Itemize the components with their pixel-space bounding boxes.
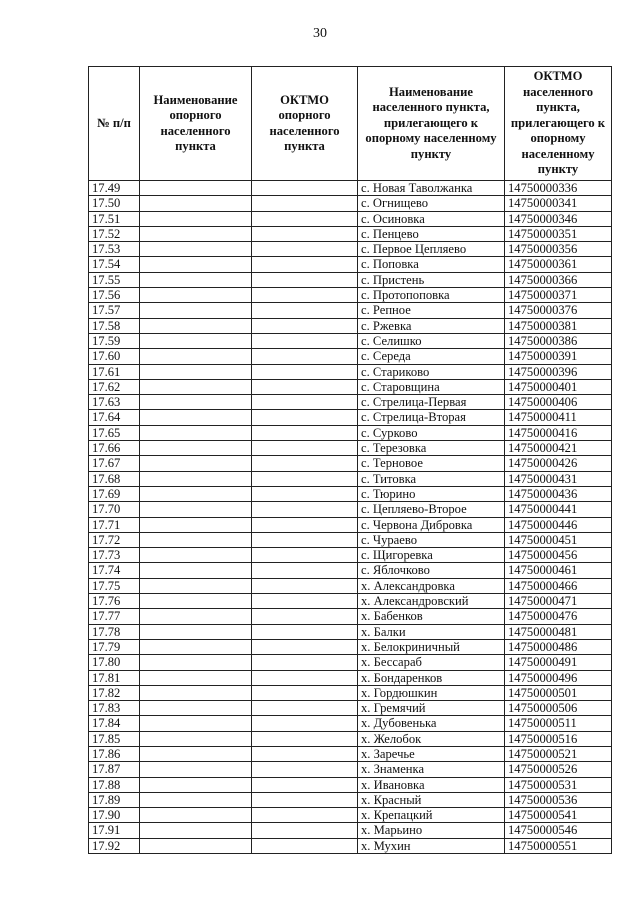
base-settlement-name-cell — [140, 395, 252, 410]
base-settlement-oktmo-cell — [252, 364, 358, 379]
base-settlement-oktmo-cell — [252, 425, 358, 440]
table-row — [89, 517, 612, 532]
adjacent-settlement-name-cell: х. Гордюшкин — [358, 685, 505, 700]
table-row — [89, 272, 612, 287]
adjacent-settlement-oktmo-cell: 14750000386 — [505, 333, 612, 348]
base-settlement-oktmo-cell — [252, 548, 358, 563]
table-row — [89, 716, 612, 731]
base-settlement-name-cell — [140, 685, 252, 700]
table-row — [89, 685, 612, 700]
base-settlement-oktmo-cell — [252, 333, 358, 348]
row-number-cell: 17.80 — [89, 655, 140, 670]
adjacent-settlement-oktmo-cell: 14750000521 — [505, 746, 612, 761]
row-number-cell: 17.67 — [89, 456, 140, 471]
adjacent-settlement-oktmo-cell: 14750000526 — [505, 762, 612, 777]
base-settlement-oktmo-cell — [252, 257, 358, 272]
table-row — [89, 792, 612, 807]
table-row — [89, 410, 612, 425]
adjacent-settlement-oktmo-cell: 14750000391 — [505, 349, 612, 364]
adjacent-settlement-oktmo-cell: 14750000376 — [505, 303, 612, 318]
table-row — [89, 333, 612, 348]
base-settlement-oktmo-cell — [252, 594, 358, 609]
base-settlement-oktmo-cell — [252, 456, 358, 471]
table-row — [89, 777, 612, 792]
table-row — [89, 181, 612, 196]
row-number-cell: 17.51 — [89, 211, 140, 226]
base-settlement-name-cell — [140, 548, 252, 563]
row-number-cell: 17.57 — [89, 303, 140, 318]
base-settlement-oktmo-cell — [252, 609, 358, 624]
row-number-cell: 17.89 — [89, 792, 140, 807]
table-row — [89, 532, 612, 547]
adjacent-settlement-name-cell: с. Цепляево-Второе — [358, 502, 505, 517]
row-number-cell: 17.59 — [89, 333, 140, 348]
adjacent-settlement-oktmo-cell: 14750000456 — [505, 548, 612, 563]
base-settlement-oktmo-cell — [252, 685, 358, 700]
adjacent-settlement-name-cell: х. Заречье — [358, 746, 505, 761]
base-settlement-name-cell — [140, 288, 252, 303]
base-settlement-name-cell — [140, 333, 252, 348]
row-number-cell: 17.85 — [89, 731, 140, 746]
base-settlement-name-cell — [140, 257, 252, 272]
adjacent-settlement-oktmo-cell: 14750000471 — [505, 594, 612, 609]
adjacent-settlement-oktmo-cell: 14750000511 — [505, 716, 612, 731]
table-row — [89, 670, 612, 685]
adjacent-settlement-name-cell: с. Терезовка — [358, 441, 505, 456]
table-row — [89, 655, 612, 670]
base-settlement-oktmo-cell — [252, 670, 358, 685]
adjacent-settlement-name-cell: с. Чураево — [358, 532, 505, 547]
base-settlement-name-cell — [140, 670, 252, 685]
adjacent-settlement-name-cell: х. Крепацкий — [358, 808, 505, 823]
row-number-cell: 17.83 — [89, 701, 140, 716]
base-settlement-oktmo-cell — [252, 502, 358, 517]
base-settlement-oktmo-cell — [252, 532, 358, 547]
base-settlement-name-cell — [140, 425, 252, 440]
table-body — [89, 181, 612, 854]
adjacent-settlement-name-cell: с. Первое Цепляево — [358, 242, 505, 257]
table-row — [89, 624, 612, 639]
adjacent-settlement-oktmo-cell: 14750000481 — [505, 624, 612, 639]
table-row — [89, 425, 612, 440]
adjacent-settlement-oktmo-cell: 14750000466 — [505, 578, 612, 593]
row-number-cell: 17.65 — [89, 425, 140, 440]
base-settlement-oktmo-cell — [252, 563, 358, 578]
adjacent-settlement-name-cell: с. Титовка — [358, 471, 505, 486]
row-number-cell: 17.86 — [89, 746, 140, 761]
base-settlement-oktmo-cell — [252, 808, 358, 823]
header-base-settlement-oktmo: ОКТМО опорного населенного пункта — [252, 67, 358, 181]
adjacent-settlement-name-cell: х. Гремячий — [358, 701, 505, 716]
adjacent-settlement-oktmo-cell: 14750000516 — [505, 731, 612, 746]
base-settlement-oktmo-cell — [252, 838, 358, 853]
adjacent-settlement-name-cell: с. Стариково — [358, 364, 505, 379]
base-settlement-name-cell — [140, 242, 252, 257]
adjacent-settlement-name-cell: х. Бондаренков — [358, 670, 505, 685]
row-number-cell: 17.70 — [89, 502, 140, 517]
base-settlement-oktmo-cell — [252, 272, 358, 287]
header-adjacent-settlement-oktmo: ОКТМО населенного пункта, прилегающего к опорному населенному пункту — [505, 67, 612, 181]
adjacent-settlement-oktmo-cell: 14750000441 — [505, 502, 612, 517]
base-settlement-name-cell — [140, 532, 252, 547]
base-settlement-oktmo-cell — [252, 441, 358, 456]
row-number-cell: 17.72 — [89, 532, 140, 547]
adjacent-settlement-oktmo-cell: 14750000366 — [505, 272, 612, 287]
row-number-cell: 17.90 — [89, 808, 140, 823]
adjacent-settlement-oktmo-cell: 14750000356 — [505, 242, 612, 257]
adjacent-settlement-oktmo-cell: 14750000436 — [505, 486, 612, 501]
table-row — [89, 548, 612, 563]
base-settlement-oktmo-cell — [252, 471, 358, 486]
adjacent-settlement-oktmo-cell: 14750000506 — [505, 701, 612, 716]
row-number-cell: 17.69 — [89, 486, 140, 501]
base-settlement-oktmo-cell — [252, 318, 358, 333]
base-settlement-name-cell — [140, 578, 252, 593]
base-settlement-name-cell — [140, 211, 252, 226]
base-settlement-oktmo-cell — [252, 288, 358, 303]
base-settlement-name-cell — [140, 563, 252, 578]
base-settlement-name-cell — [140, 762, 252, 777]
base-settlement-name-cell — [140, 792, 252, 807]
adjacent-settlement-oktmo-cell: 14750000501 — [505, 685, 612, 700]
row-number-cell: 17.87 — [89, 762, 140, 777]
base-settlement-name-cell — [140, 701, 252, 716]
base-settlement-name-cell — [140, 746, 252, 761]
adjacent-settlement-oktmo-cell: 14750000446 — [505, 517, 612, 532]
table-row — [89, 211, 612, 226]
base-settlement-name-cell — [140, 594, 252, 609]
row-number-cell: 17.79 — [89, 639, 140, 654]
base-settlement-oktmo-cell — [252, 746, 358, 761]
row-number-cell: 17.66 — [89, 441, 140, 456]
table-row — [89, 578, 612, 593]
table-row — [89, 196, 612, 211]
row-number-cell: 17.91 — [89, 823, 140, 838]
adjacent-settlement-oktmo-cell: 14750000496 — [505, 670, 612, 685]
adjacent-settlement-name-cell: с. Репное — [358, 303, 505, 318]
adjacent-settlement-name-cell: х. Бессараб — [358, 655, 505, 670]
base-settlement-oktmo-cell — [252, 379, 358, 394]
base-settlement-name-cell — [140, 486, 252, 501]
row-number-cell: 17.63 — [89, 395, 140, 410]
adjacent-settlement-name-cell: с. Старовщина — [358, 379, 505, 394]
adjacent-settlement-name-cell: с. Терновое — [358, 456, 505, 471]
row-number-cell: 17.75 — [89, 578, 140, 593]
table-row — [89, 242, 612, 257]
adjacent-settlement-name-cell: с. Ржевка — [358, 318, 505, 333]
row-number-cell: 17.76 — [89, 594, 140, 609]
adjacent-settlement-name-cell: с. Селишко — [358, 333, 505, 348]
adjacent-settlement-oktmo-cell: 14750000451 — [505, 532, 612, 547]
table-row — [89, 808, 612, 823]
table-row — [89, 456, 612, 471]
base-settlement-name-cell — [140, 379, 252, 394]
base-settlement-oktmo-cell — [252, 701, 358, 716]
base-settlement-oktmo-cell — [252, 242, 358, 257]
base-settlement-name-cell — [140, 808, 252, 823]
base-settlement-name-cell — [140, 364, 252, 379]
base-settlement-name-cell — [140, 410, 252, 425]
row-number-cell: 17.62 — [89, 379, 140, 394]
row-number-cell: 17.77 — [89, 609, 140, 624]
page-number: 30 — [313, 26, 327, 41]
adjacent-settlement-oktmo-cell: 14750000396 — [505, 364, 612, 379]
row-number-cell: 17.60 — [89, 349, 140, 364]
row-number-cell: 17.61 — [89, 364, 140, 379]
row-number-cell: 17.73 — [89, 548, 140, 563]
base-settlement-oktmo-cell — [252, 226, 358, 241]
table-row — [89, 594, 612, 609]
base-settlement-name-cell — [140, 272, 252, 287]
base-settlement-oktmo-cell — [252, 395, 358, 410]
adjacent-settlement-oktmo-cell: 14750000546 — [505, 823, 612, 838]
table-header-row — [89, 67, 612, 181]
base-settlement-name-cell — [140, 471, 252, 486]
table-row — [89, 395, 612, 410]
row-number-cell: 17.92 — [89, 838, 140, 853]
row-number-cell: 17.82 — [89, 685, 140, 700]
adjacent-settlement-name-cell: с. Стрелица-Вторая — [358, 410, 505, 425]
adjacent-settlement-oktmo-cell: 14750000426 — [505, 456, 612, 471]
row-number-cell: 17.52 — [89, 226, 140, 241]
adjacent-settlement-name-cell: х. Бабенков — [358, 609, 505, 624]
adjacent-settlement-oktmo-cell: 14750000486 — [505, 639, 612, 654]
adjacent-settlement-oktmo-cell: 14750000541 — [505, 808, 612, 823]
adjacent-settlement-name-cell: с. Пенцево — [358, 226, 505, 241]
adjacent-settlement-name-cell: с. Щигоревка — [358, 548, 505, 563]
base-settlement-name-cell — [140, 441, 252, 456]
adjacent-settlement-name-cell: х. Мухин — [358, 838, 505, 853]
table-row — [89, 303, 612, 318]
base-settlement-oktmo-cell — [252, 349, 358, 364]
table-row — [89, 364, 612, 379]
adjacent-settlement-oktmo-cell: 14750000371 — [505, 288, 612, 303]
table-row — [89, 318, 612, 333]
adjacent-settlement-name-cell: х. Знаменка — [358, 762, 505, 777]
adjacent-settlement-oktmo-cell: 14750000336 — [505, 181, 612, 196]
base-settlement-name-cell — [140, 303, 252, 318]
adjacent-settlement-name-cell: х. Дубовенька — [358, 716, 505, 731]
row-number-cell: 17.64 — [89, 410, 140, 425]
base-settlement-name-cell — [140, 639, 252, 654]
base-settlement-oktmo-cell — [252, 762, 358, 777]
adjacent-settlement-name-cell: с. Сурково — [358, 425, 505, 440]
adjacent-settlement-name-cell: с. Огнищево — [358, 196, 505, 211]
base-settlement-oktmo-cell — [252, 211, 358, 226]
settlements-table — [88, 66, 612, 854]
adjacent-settlement-oktmo-cell: 14750000341 — [505, 196, 612, 211]
row-number-cell: 17.81 — [89, 670, 140, 685]
adjacent-settlement-oktmo-cell: 14750000531 — [505, 777, 612, 792]
adjacent-settlement-name-cell: с. Яблочково — [358, 563, 505, 578]
adjacent-settlement-name-cell: с. Осиновка — [358, 211, 505, 226]
base-settlement-oktmo-cell — [252, 823, 358, 838]
table-row — [89, 609, 612, 624]
adjacent-settlement-name-cell: х. Красный — [358, 792, 505, 807]
table-row — [89, 701, 612, 716]
base-settlement-name-cell — [140, 517, 252, 532]
adjacent-settlement-name-cell: с. Тюрино — [358, 486, 505, 501]
base-settlement-name-cell — [140, 777, 252, 792]
adjacent-settlement-oktmo-cell: 14750000461 — [505, 563, 612, 578]
adjacent-settlement-oktmo-cell: 14750000351 — [505, 226, 612, 241]
adjacent-settlement-name-cell: с. Червона Дибровка — [358, 517, 505, 532]
adjacent-settlement-name-cell: с. Протопоповка — [358, 288, 505, 303]
base-settlement-name-cell — [140, 502, 252, 517]
base-settlement-name-cell — [140, 731, 252, 746]
base-settlement-name-cell — [140, 838, 252, 853]
adjacent-settlement-oktmo-cell: 14750000421 — [505, 441, 612, 456]
base-settlement-name-cell — [140, 716, 252, 731]
table-row — [89, 226, 612, 241]
base-settlement-oktmo-cell — [252, 410, 358, 425]
adjacent-settlement-oktmo-cell: 14750000411 — [505, 410, 612, 425]
adjacent-settlement-name-cell: с. Пристень — [358, 272, 505, 287]
base-settlement-oktmo-cell — [252, 777, 358, 792]
adjacent-settlement-oktmo-cell: 14750000401 — [505, 379, 612, 394]
base-settlement-name-cell — [140, 456, 252, 471]
table-row — [89, 823, 612, 838]
row-number-cell: 17.71 — [89, 517, 140, 532]
adjacent-settlement-oktmo-cell: 14750000431 — [505, 471, 612, 486]
base-settlement-oktmo-cell — [252, 624, 358, 639]
row-number-cell: 17.58 — [89, 318, 140, 333]
base-settlement-oktmo-cell — [252, 196, 358, 211]
row-number-cell: 17.49 — [89, 181, 140, 196]
table-row — [89, 379, 612, 394]
row-number-cell: 17.68 — [89, 471, 140, 486]
table-row — [89, 731, 612, 746]
row-number-cell: 17.54 — [89, 257, 140, 272]
base-settlement-oktmo-cell — [252, 716, 358, 731]
table-row — [89, 563, 612, 578]
header-adjacent-settlement-name: Наименование населенного пункта, прилегающего к опорному населенному пункту — [358, 67, 505, 181]
adjacent-settlement-name-cell: х. Марьино — [358, 823, 505, 838]
base-settlement-name-cell — [140, 655, 252, 670]
base-settlement-name-cell — [140, 349, 252, 364]
table-row — [89, 257, 612, 272]
adjacent-settlement-name-cell: х. Александровский — [358, 594, 505, 609]
row-number-cell: 17.56 — [89, 288, 140, 303]
adjacent-settlement-name-cell: с. Поповка — [358, 257, 505, 272]
table-row — [89, 441, 612, 456]
base-settlement-name-cell — [140, 318, 252, 333]
adjacent-settlement-name-cell: с. Середа — [358, 349, 505, 364]
adjacent-settlement-name-cell: х. Желобок — [358, 731, 505, 746]
base-settlement-oktmo-cell — [252, 792, 358, 807]
table-row — [89, 639, 612, 654]
table-row — [89, 471, 612, 486]
table-row — [89, 502, 612, 517]
row-number-cell: 17.55 — [89, 272, 140, 287]
base-settlement-oktmo-cell — [252, 578, 358, 593]
row-number-cell: 17.53 — [89, 242, 140, 257]
adjacent-settlement-name-cell: х. Белокриничный — [358, 639, 505, 654]
base-settlement-oktmo-cell — [252, 517, 358, 532]
table-row — [89, 486, 612, 501]
base-settlement-oktmo-cell — [252, 181, 358, 196]
base-settlement-oktmo-cell — [252, 486, 358, 501]
adjacent-settlement-oktmo-cell: 14750000381 — [505, 318, 612, 333]
base-settlement-name-cell — [140, 181, 252, 196]
table-row — [89, 746, 612, 761]
base-settlement-oktmo-cell — [252, 655, 358, 670]
table-row — [89, 349, 612, 364]
adjacent-settlement-oktmo-cell: 14750000491 — [505, 655, 612, 670]
adjacent-settlement-oktmo-cell: 14750000536 — [505, 792, 612, 807]
adjacent-settlement-oktmo-cell: 14750000551 — [505, 838, 612, 853]
base-settlement-name-cell — [140, 823, 252, 838]
row-number-cell: 17.84 — [89, 716, 140, 731]
table-row — [89, 288, 612, 303]
adjacent-settlement-name-cell: с. Стрелица-Первая — [358, 395, 505, 410]
base-settlement-name-cell — [140, 624, 252, 639]
row-number-cell: 17.78 — [89, 624, 140, 639]
base-settlement-name-cell — [140, 609, 252, 624]
base-settlement-name-cell — [140, 226, 252, 241]
table-row — [89, 838, 612, 853]
adjacent-settlement-name-cell: х. Александровка — [358, 578, 505, 593]
adjacent-settlement-oktmo-cell: 14750000346 — [505, 211, 612, 226]
row-number-cell: 17.88 — [89, 777, 140, 792]
base-settlement-oktmo-cell — [252, 639, 358, 654]
header-base-settlement-name: Наименование опорного населенного пункта — [140, 67, 252, 181]
row-number-cell: 17.50 — [89, 196, 140, 211]
adjacent-settlement-oktmo-cell: 14750000361 — [505, 257, 612, 272]
base-settlement-oktmo-cell — [252, 731, 358, 746]
table-row — [89, 762, 612, 777]
adjacent-settlement-oktmo-cell: 14750000476 — [505, 609, 612, 624]
header-number: № п/п — [89, 67, 140, 181]
row-number-cell: 17.74 — [89, 563, 140, 578]
adjacent-settlement-name-cell: с. Новая Таволжанка — [358, 181, 505, 196]
adjacent-settlement-oktmo-cell: 14750000406 — [505, 395, 612, 410]
adjacent-settlement-oktmo-cell: 14750000416 — [505, 425, 612, 440]
base-settlement-name-cell — [140, 196, 252, 211]
base-settlement-oktmo-cell — [252, 303, 358, 318]
adjacent-settlement-name-cell: х. Ивановка — [358, 777, 505, 792]
adjacent-settlement-name-cell: х. Балки — [358, 624, 505, 639]
